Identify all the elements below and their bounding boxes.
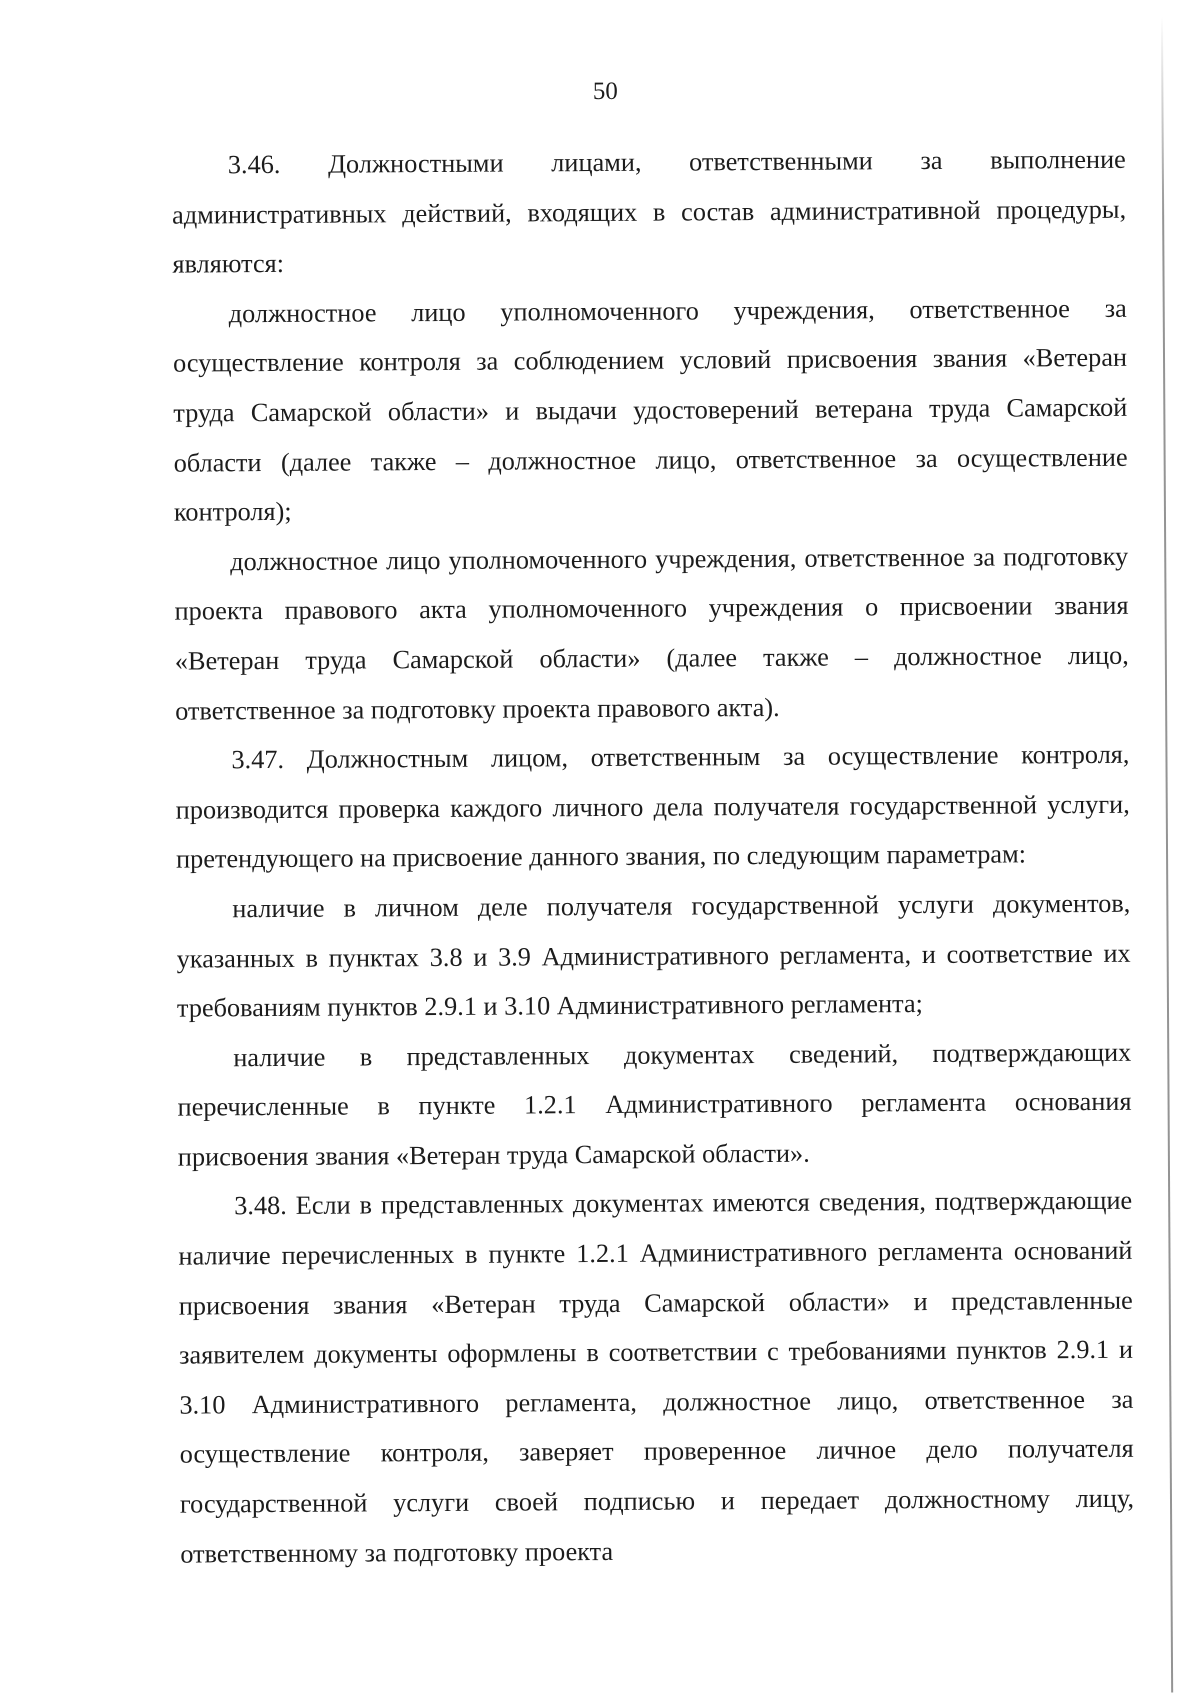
paragraph-documents-check: наличие в личном деле получателя государственной услуги документов, указанных в пунктах 3.8 и 3.9 Административного регламента, и соответствие их требованиям пунктов 2.9.1 и 3.10 Административного регламента; (176, 888, 1131, 1023)
page-number: 50 (592, 77, 618, 106)
paragraph-3-47: 3.47. Должностным лицом, ответственным за осуществление контроля, производится проверка каждого личного дела получателя государственной услуги, претендующего на присвоение данного звания, по следующим параметрам: (175, 739, 1130, 874)
document-body (172, 135, 1135, 1579)
paragraph-3-46: 3.46. Должностными лицами, ответственными за выполнение административных действий, входящих в состав административной процедуры, являются: (172, 144, 1127, 279)
paragraph-control-officer: должностное лицо уполномоченного учреждения, ответственное за осуществление контроля за соблюдением условий присвоения звания «Ветеран труда Самарской области» и выдачи удостоверений ветерана труда Самарской области (далее также – должностное лицо, ответственное за осуществление контроля); (172, 293, 1128, 527)
scan-edge-line (1161, 17, 1173, 1693)
paragraph-3-48: 3.48. Если в представленных документах имеются сведения, подтверждающие наличие перечисленных в пункте 1.2.1 Административного регламента оснований присвоения звания «Ветеран труда Самарской области» и представленные заявителем документы оформлены в соответствии с требованиями пунктов 2.9.1 и 3.10 Административного регламента, должностное лицо, ответственное за осуществление контроля, заверяет проверенное личное дело получателя государственной услуги своей подписью и передает должностному лицу, ответственному за подготовку проекта (178, 1186, 1135, 1569)
paragraph-draft-officer: должностное лицо уполномоченного учреждения, ответственное за подготовку проекта правового акта уполномоченного учреждения о присвоении звания «Ветеран труда Самарской области» (далее также – должностное лицо, ответственное за подготовку проекта правового акта). (174, 541, 1129, 726)
paragraph-grounds-check: наличие в представленных документах сведений, подтверждающих перечисленные в пункте 1.2.1 Административного регламента основания присвоения звания «Ветеран труда Самарской области». (177, 1037, 1132, 1172)
